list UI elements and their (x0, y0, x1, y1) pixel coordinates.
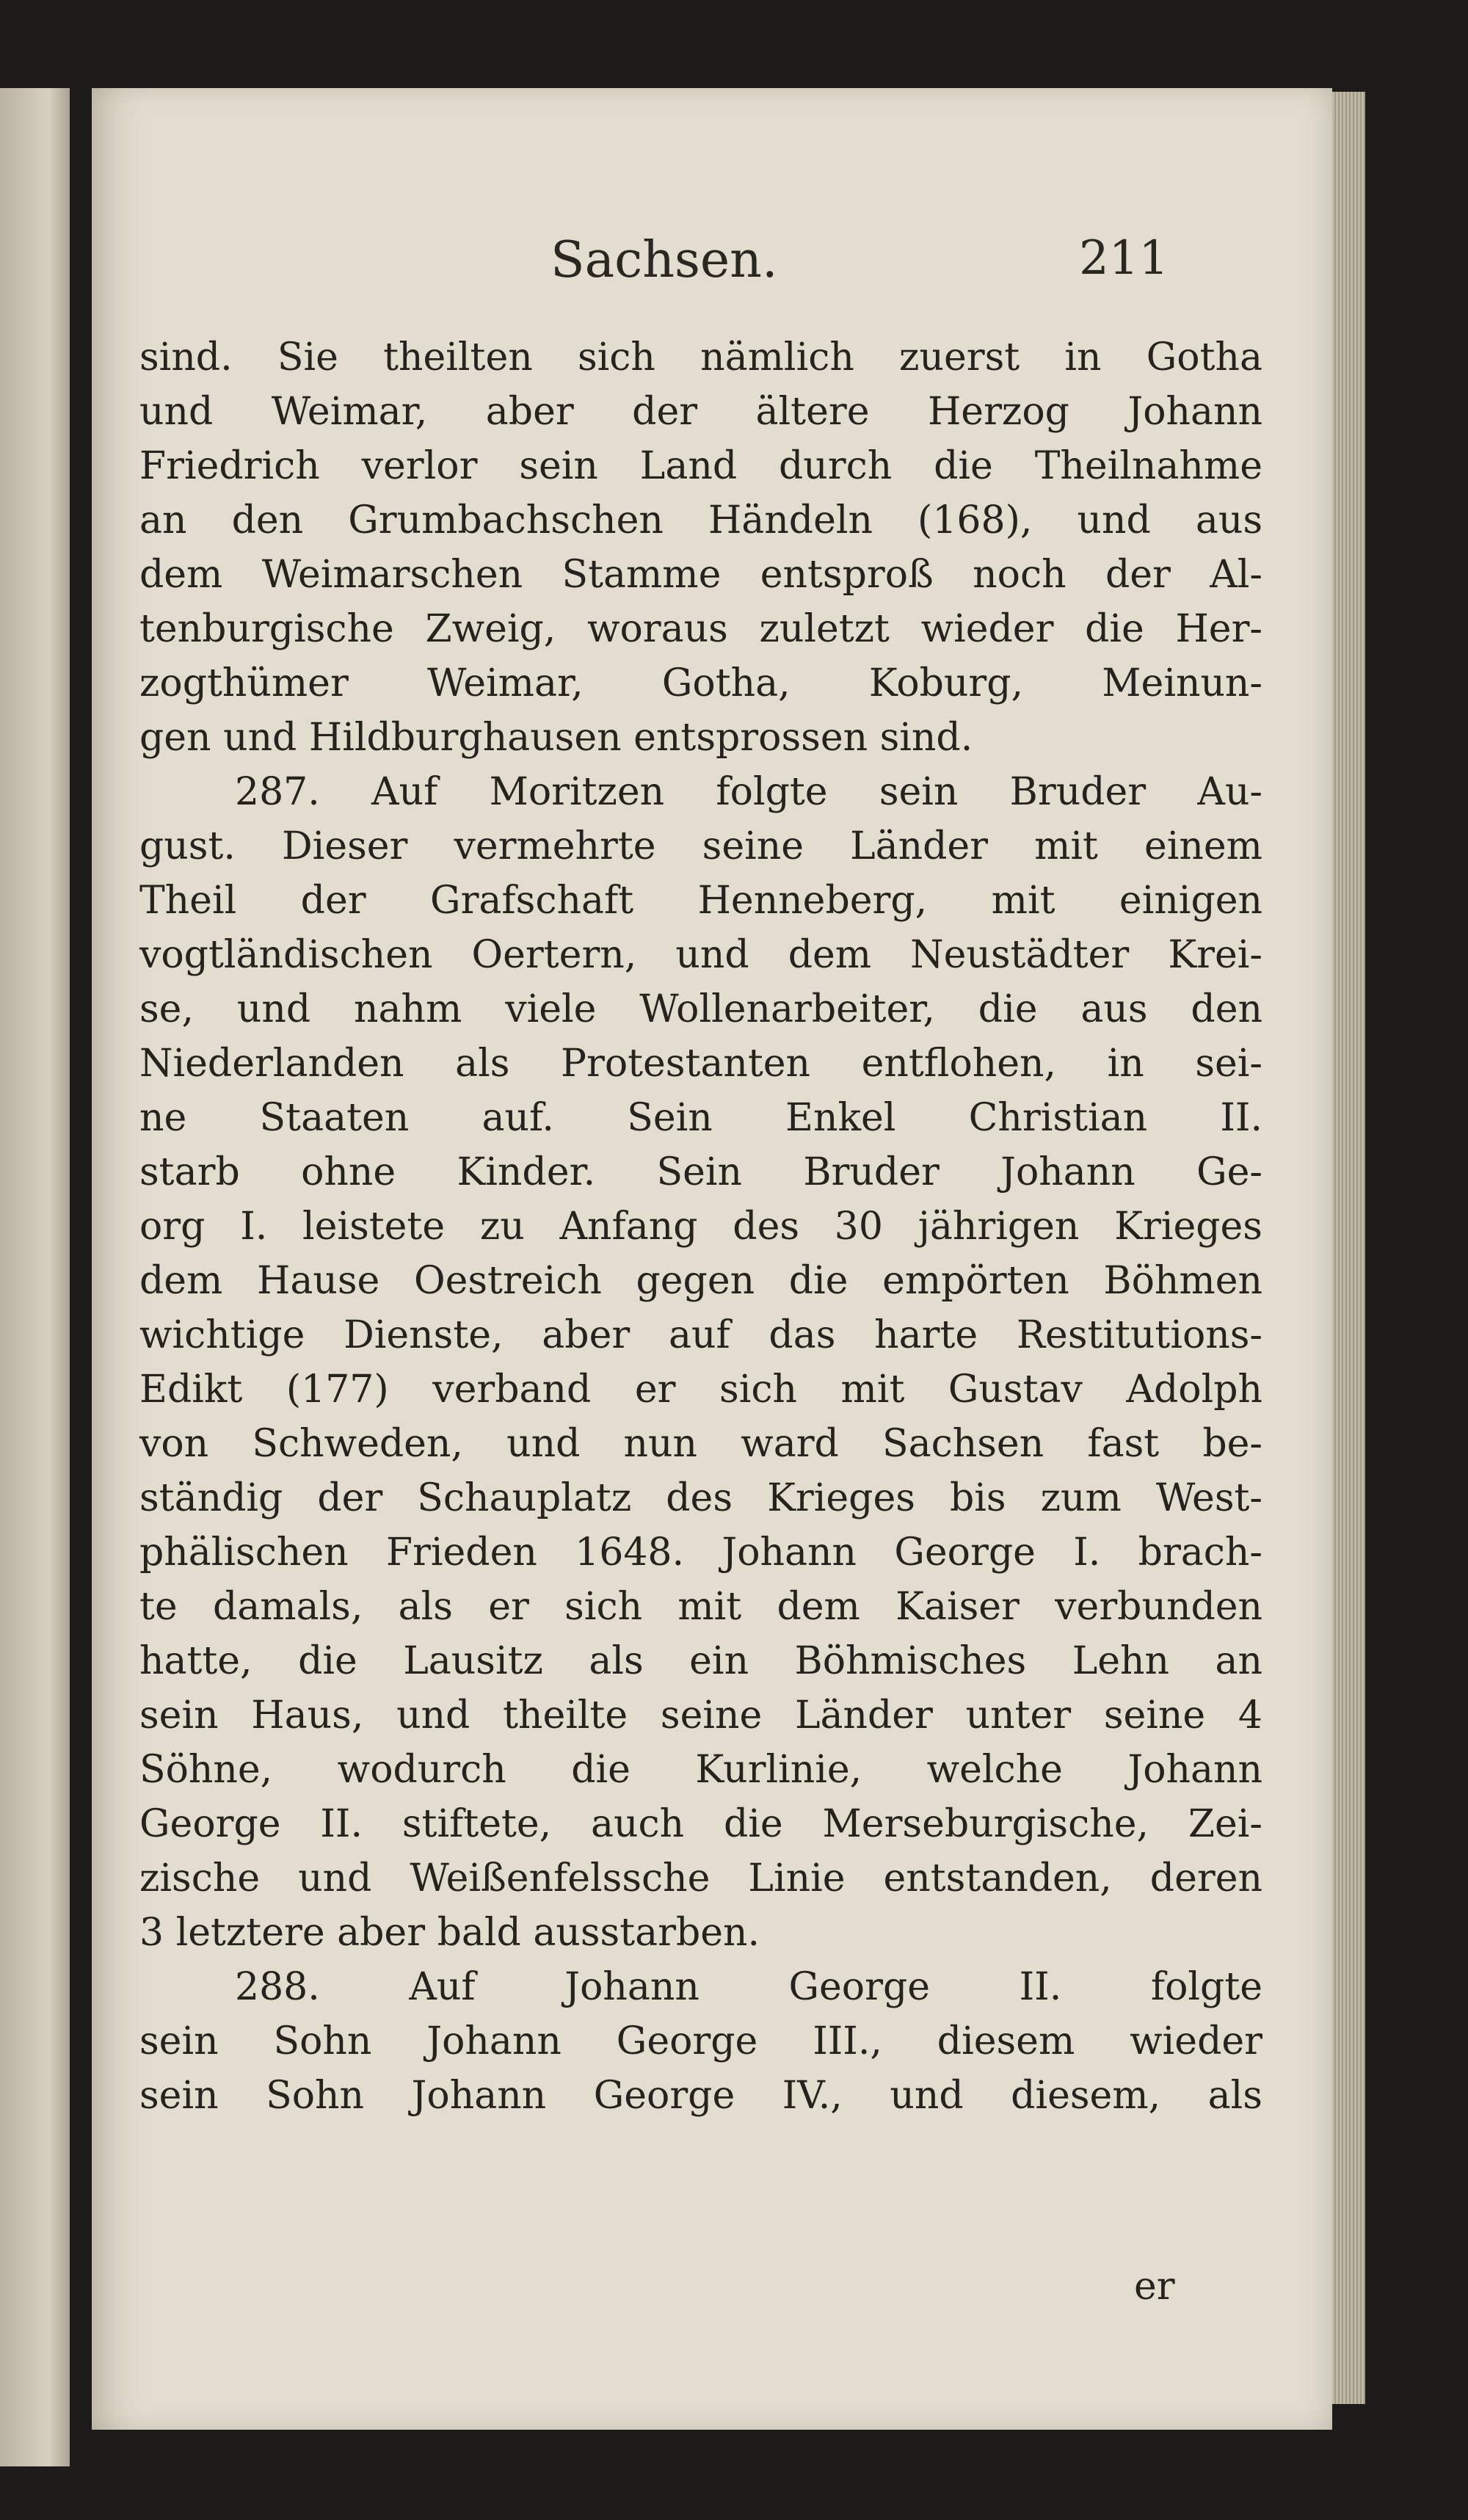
text-line: an den Grumbachschen Händeln (168), und aus (139, 498, 1262, 542)
text-line: vogtländischen Oertern, und dem Neustädter Krei- (139, 933, 1262, 977)
text-line: sein Haus, und theilte seine Länder unter seine 4 (139, 1693, 1262, 1738)
text-line: Friedrich verlor sein Land durch die Theilnahme (139, 444, 1262, 488)
text-line: tenburgische Zweig, woraus zuletzt wieder die Her- (139, 607, 1262, 651)
text-line: zogthümer Weimar, Gotha, Koburg, Meinun- (139, 661, 1262, 705)
text-line: ständig der Schauplatz des Krieges bis zum West- (139, 1476, 1262, 1520)
text-line: von Schweden, und nun ward Sachsen fast be- (139, 1422, 1262, 1466)
text-line: Niederlanden als Protestanten entflohen, in sei- (139, 1042, 1262, 1086)
running-head (92, 231, 1332, 312)
text-line: org I. leistete zu Anfang des 30 jährigen Krieges (139, 1205, 1262, 1249)
text-line: hatte, die Lausitz als ein Böhmisches Lehn an (139, 1639, 1262, 1683)
paragraph-start-line: 287. Auf Moritzen folgte sein Bruder Au- (235, 770, 1262, 814)
text-line: sein Sohn Johann George IV., und diesem, als (139, 2074, 1262, 2118)
text-line: phälischen Frieden 1648. Johann George I. brach- (139, 1530, 1262, 1575)
body-text (139, 330, 1262, 2123)
text-line: starb ohne Kinder. Sein Bruder Johann Ge- (139, 1150, 1262, 1194)
text-line: sein Sohn Johann George III., diesem wieder (139, 2019, 1262, 2063)
text-line: dem Hause Oestreich gegen die empörten Böhmen (139, 1259, 1262, 1303)
text-line: ne Staaten auf. Sein Enkel Christian II. (139, 1096, 1262, 1140)
text-line: te damals, als er sich mit dem Kaiser verbunden (139, 1585, 1262, 1629)
text-line: Söhne, wodurch die Kurlinie, welche Johann (139, 1748, 1262, 1792)
text-line: gust. Dieser vermehrte seine Länder mit einem (139, 824, 1262, 868)
text-line: zische und Weißenfelssche Linie entstanden, deren (139, 1856, 1262, 1900)
page-number: 211 (1079, 231, 1169, 286)
book-page (92, 88, 1332, 2430)
text-line: George II. stiftete, auch die Merseburgische, Zei- (139, 1802, 1262, 1846)
text-line: gen und Hildburghausen entsprossen sind. (139, 716, 973, 760)
paragraph-start-line: 288. Auf Johann George II. folgte (235, 1965, 1262, 2009)
text-line: 3 letztere aber bald ausstarben. (139, 1911, 760, 1955)
text-line: se, und nahm viele Wollenarbeiter, die aus den (139, 987, 1262, 1031)
text-line: sind. Sie theilten sich nämlich zuerst in Gotha (139, 335, 1262, 380)
catchword: er (1134, 2265, 1175, 2309)
running-title: Sachsen. (550, 231, 778, 289)
facing-page-edge (0, 88, 70, 2466)
text-line: und Weimar, aber der ältere Herzog Johann (139, 390, 1262, 434)
text-line: Edikt (177) verband er sich mit Gustav Adolph (139, 1368, 1262, 1412)
text-line: wichtige Dienste, aber auf das harte Restitutions- (139, 1313, 1262, 1357)
text-line: dem Weimarschen Stamme entsproß noch der Al- (139, 553, 1262, 597)
text-line: Theil der Grafschaft Henneberg, mit einigen (139, 879, 1262, 923)
